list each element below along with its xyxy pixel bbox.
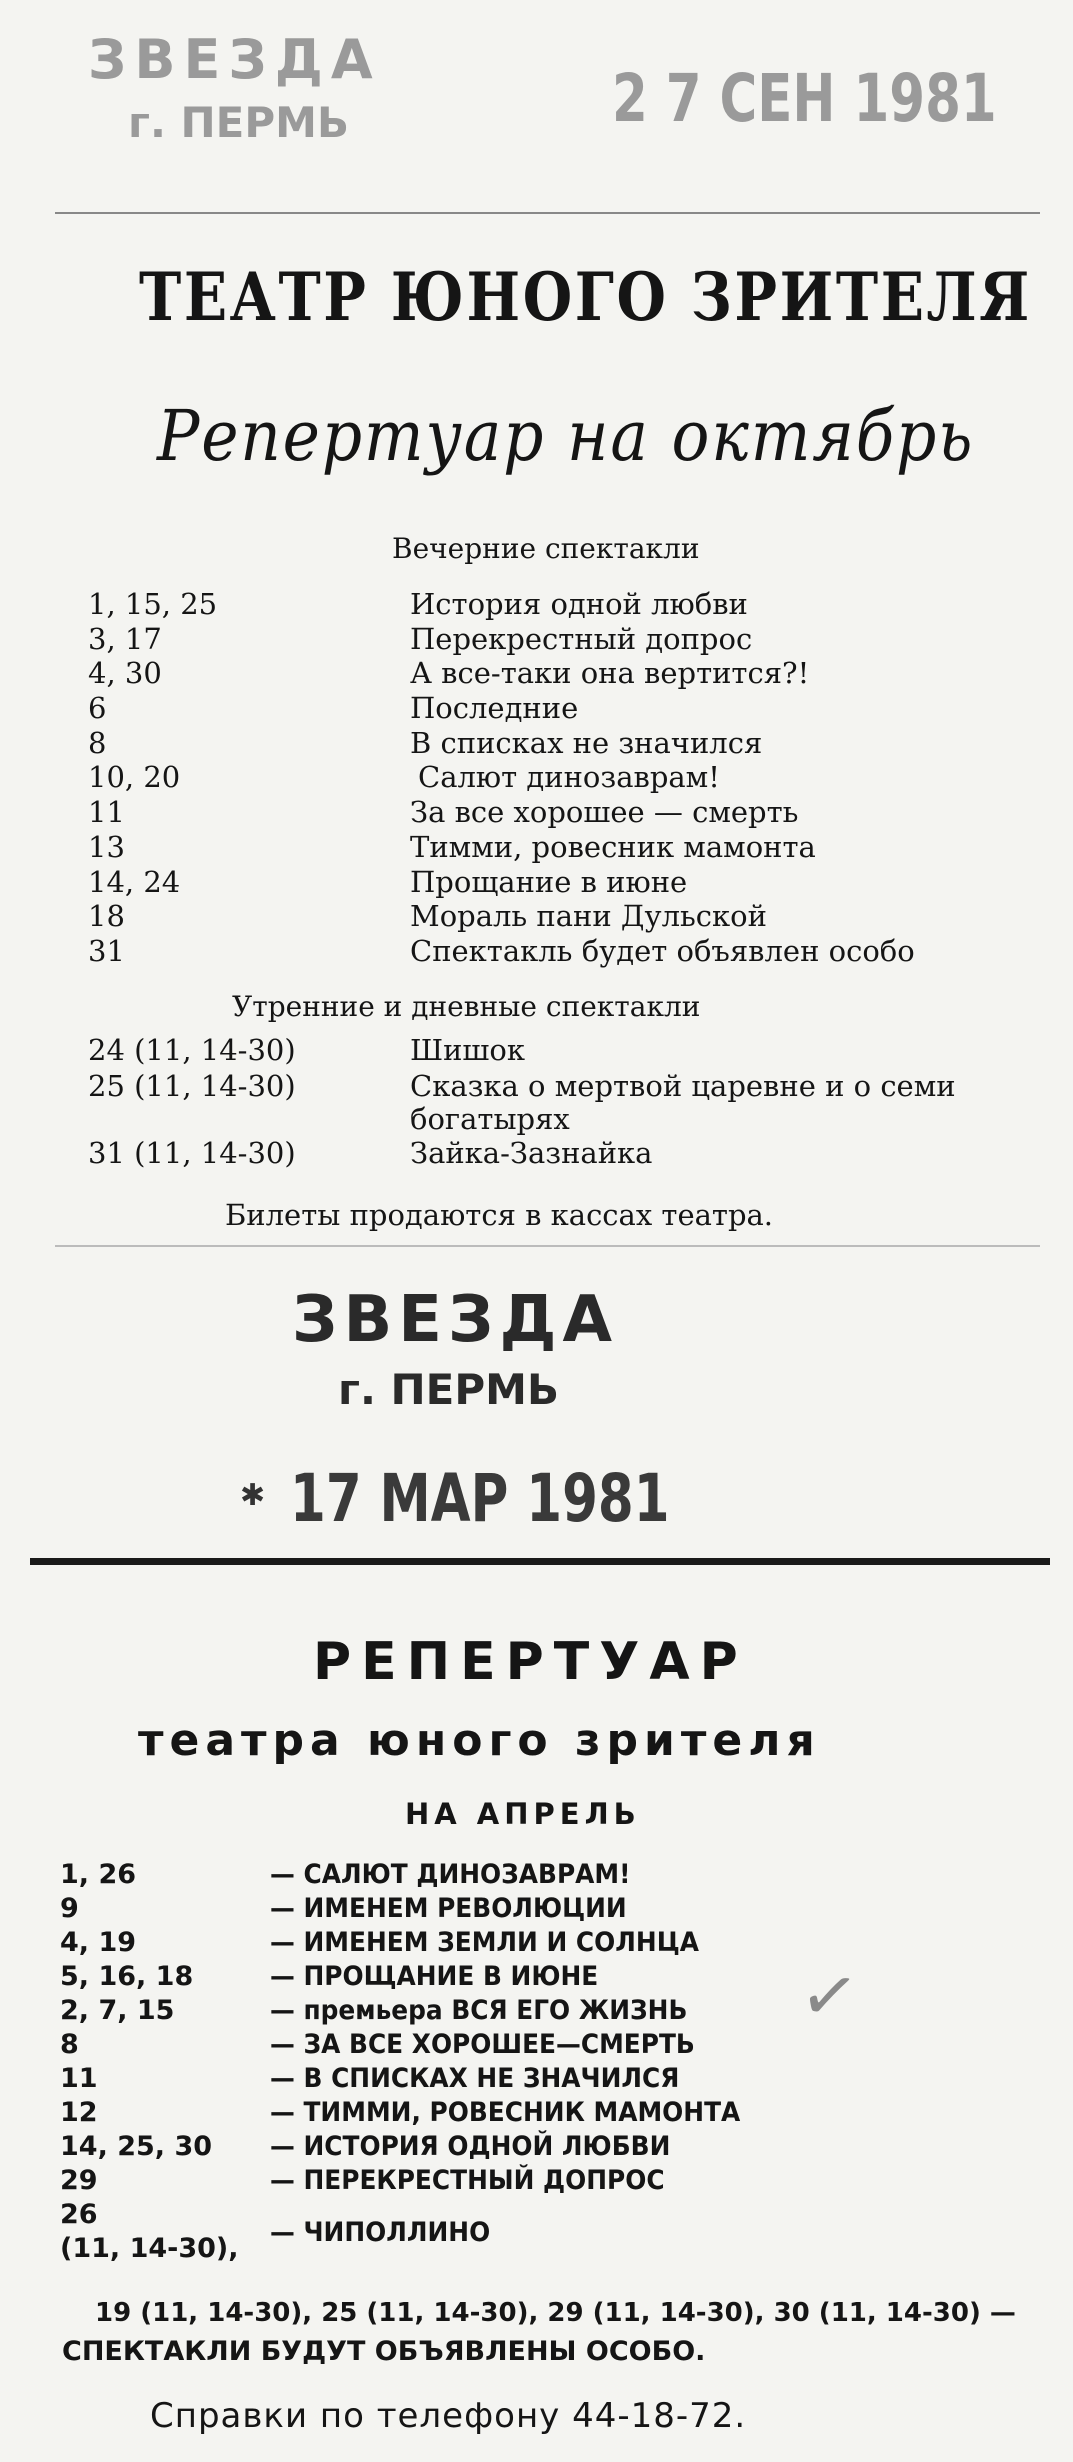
list-item-title: Тимми, ровесник мамонта bbox=[410, 830, 816, 864]
list-item-dates: 12 bbox=[60, 2097, 98, 2128]
list-item-title-cont: богатырях bbox=[410, 1102, 570, 1136]
list-item-dates: 2, 7, 15 bbox=[60, 1995, 175, 2026]
list-item-title: Салют динозаврам! bbox=[418, 760, 720, 794]
list-item-dates: 4, 30 bbox=[88, 656, 162, 690]
list-item-title: — САЛЮТ ДИНОЗАВРАМ! bbox=[270, 1859, 631, 1890]
list-item-title: В списках не значился bbox=[410, 726, 763, 760]
list-item-title: Сказка о мертвой царевне и о семи bbox=[410, 1069, 956, 1103]
list-item-dates: 8 bbox=[60, 2029, 79, 2060]
special-note-line2: СПЕКТАКЛИ БУДУТ ОБЪЯВЛЕНЫ ОСОБО. bbox=[62, 2336, 706, 2367]
list-item-dates-cont: (11, 14-30), bbox=[60, 2233, 239, 2264]
list-item-title: За все хорошее — смерть bbox=[410, 795, 799, 829]
stamp-mark-icon: ✱ bbox=[240, 1478, 266, 1513]
list-item-dates: 24 (11, 14-30) bbox=[88, 1033, 296, 1067]
list-item-dates: 6 bbox=[88, 691, 107, 725]
list-item-dates: 8 bbox=[88, 726, 107, 760]
list-item-dates: 26 bbox=[60, 2199, 98, 2230]
list-item-title: Спектакль будет объявлен особо bbox=[410, 934, 915, 968]
list-item-dates: 18 bbox=[88, 899, 125, 933]
day-heading: Утренние и дневные спектакли bbox=[232, 990, 701, 1023]
stamp-city-mid: г. ПЕРМЬ bbox=[338, 1365, 559, 1414]
list-item-title: — ЗА ВСЕ ХОРОШЕЕ—СМЕРТЬ bbox=[270, 2029, 695, 2060]
list-item-title: — В СПИСКАХ НЕ ЗНАЧИЛСЯ bbox=[270, 2063, 680, 2094]
list-item-title: — ПЕРЕКРЕСТНЫЙ ДОПРОС bbox=[270, 2165, 665, 2196]
stamp-newspaper-mid: ЗВЕЗДА bbox=[292, 1283, 618, 1357]
list-item-dates: 31 bbox=[88, 934, 125, 968]
list-item-title: Перекрестный допрос bbox=[410, 622, 753, 656]
checkmark-icon: ✓ bbox=[794, 1951, 865, 2041]
list-item-title: — ПРОЩАНИЕ В ИЮНЕ bbox=[270, 1961, 599, 1992]
list-item-dates: 4, 19 bbox=[60, 1927, 137, 1958]
clipping-top-edge bbox=[55, 212, 1040, 214]
list-item-dates: 10, 20 bbox=[88, 760, 181, 794]
list-item-title: А все-таки она вертится?! bbox=[410, 656, 810, 690]
special-note-line1: 19 (11, 14-30), 25 (11, 14-30), 29 (11, 14-30), 30 (11, 14-30) — bbox=[95, 2298, 1016, 2328]
list-item-title: — ТИММИ, РОВЕСНИК МАМОНТА bbox=[270, 2097, 741, 2128]
list-item-dates: 14, 25, 30 bbox=[60, 2131, 213, 2162]
list-item-title: — ИМЕНЕМ ЗЕМЛИ И СОЛНЦА bbox=[270, 1927, 699, 1958]
phone-info: Справки по телефону 44-18-72. bbox=[150, 2396, 747, 2436]
list-item-dates: 31 (11, 14-30) bbox=[88, 1136, 296, 1170]
list-item-dates: 25 (11, 14-30) bbox=[88, 1069, 296, 1103]
list-item-title: История одной любви bbox=[410, 587, 748, 621]
month-heading: НА АПРЕЛЬ bbox=[405, 1797, 641, 1831]
theatre-title: ТЕАТР ЮНОГО ЗРИТЕЛЯ bbox=[139, 258, 1032, 336]
stamp-newspaper-top: ЗВЕЗДА bbox=[88, 28, 381, 91]
list-item-dates: 29 bbox=[60, 2165, 98, 2196]
list-item-dates: 14, 24 bbox=[88, 865, 181, 899]
stamp-date-top: 2 7 СЕН 1981 bbox=[612, 60, 997, 137]
list-item-title: Прощание в июне bbox=[410, 865, 688, 899]
clipping-separator bbox=[30, 1558, 1050, 1565]
list-item-title: Мораль пани Дульской bbox=[410, 899, 767, 933]
stamp-date-mid: 17 МАР 1981 bbox=[290, 1460, 670, 1537]
list-item-dates: 1, 15, 25 bbox=[88, 587, 218, 621]
list-item-dates: 13 bbox=[88, 830, 125, 864]
clipping-bottom-edge bbox=[55, 1245, 1040, 1247]
list-item-dates: 3, 17 bbox=[88, 622, 162, 656]
list-item-title: — ИМЕНЕМ РЕВОЛЮЦИИ bbox=[270, 1893, 627, 1924]
list-item-dates: 11 bbox=[88, 795, 125, 829]
list-item-title: — премьера ВСЯ ЕГО ЖИЗНЬ bbox=[270, 1995, 688, 2026]
list-item-title: Последние bbox=[410, 691, 579, 725]
list-item-title: — ИСТОРИЯ ОДНОЙ ЛЮБВИ bbox=[270, 2131, 671, 2162]
repertoire-subtitle: Репертуар на октябрь bbox=[157, 395, 975, 477]
list-item-dates: 1, 26 bbox=[60, 1859, 137, 1890]
tickets-note: Билеты продаются в кассах театра. bbox=[225, 1198, 774, 1232]
list-item-dates: 5, 16, 18 bbox=[60, 1961, 194, 1992]
theatre-subtitle: театра юного зрителя bbox=[138, 1715, 821, 1766]
list-item-title: Зайка-Зазнайка bbox=[410, 1136, 653, 1170]
repertoire-title: РЕПЕРТУАР bbox=[313, 1632, 748, 1692]
evening-heading: Вечерние спектакли bbox=[392, 532, 700, 565]
list-item-dates: 9 bbox=[60, 1893, 79, 1924]
list-item-dates: 11 bbox=[60, 2063, 98, 2094]
stamp-city-top: г. ПЕРМЬ bbox=[128, 98, 349, 147]
list-item-title: — ЧИПОЛЛИНО bbox=[270, 2217, 491, 2248]
list-item-title: Шишок bbox=[410, 1033, 525, 1067]
